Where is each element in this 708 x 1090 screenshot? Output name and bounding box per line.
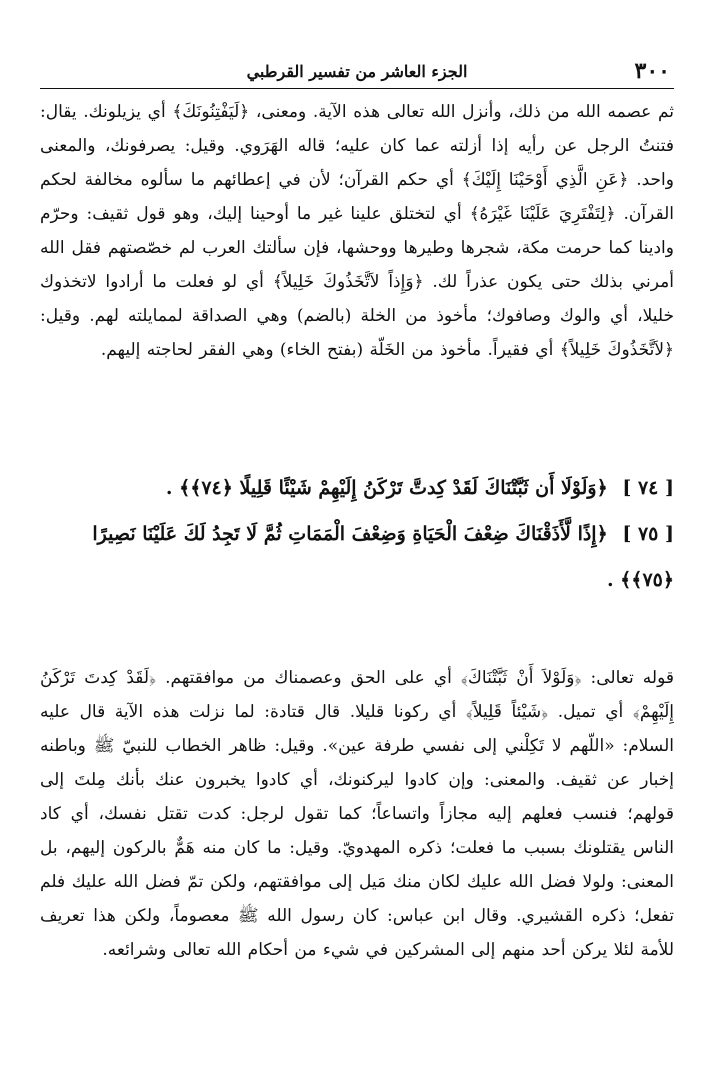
running-header	[40, 48, 674, 89]
verse-number: [ ٧٤ ]	[622, 477, 674, 499]
header-title: الجزء العاشر من تفسير القرطبي	[246, 62, 468, 81]
verse-text: ﴿وَلَوْلَا أَن ثَبَّتْنَاكَ لَقَدْ كِدتَّ تَرْكَنُ إِلَيْهِمْ شَيْئًا قَلِيلًا ﴿٧٤﴾﴾ .	[165, 477, 608, 499]
tafsir-paragraph: ثم عصمه الله من ذلك، وأنزل الله تعالى هذه الآية. ومعنى، ﴿لَيَفْتِنُونَكَ﴾ أي يزيلونك. يقال: فتنتُ الرجل عن رأيه إذا أزلته عما كان عليه؛ قاله الهَرَوي. وقيل: يصرفونك، والمعنى واحد. ﴿عَنِ الَّذِي أَوْحَيْنَا إِلَيْكَ﴾ أي حكم القرآن؛ لأن في إعطائهم ما سألوه مخالفة لحكم القرآن. ﴿لِتَفْتَرِيَ عَلَيْنَا غَيْرَهُ﴾ أي لتختلق علينا غير ما أوحينا إليك، وهو قول ثقيف: وحرّم وادينا كما حرمت مكة، شجرها وطيرها ووحشها، فإن سألتك العرب لم خصّصتهم فقل الله أمرني بذلك حتى يكون عذراً لك. ﴿وَإِذاً لاَتَّخَذُوكَ خَلِيلاً﴾ أي لو فعلت ما أرادوا لاتخذوك خليلا، أي والوك وصافوك؛ مأخوذ من الخلة (بالضم) وهي الصداقة لممايلته لهم. وقيل: ﴿لاَتَّخَذُوكَ خَلِيلاً﴾ أي فقيراً. مأخوذ من الخَلّة (بفتح الخاء) وهي الفقر لحاجته إليهم.	[40, 102, 674, 360]
verse-number: [ ٧٥ ]	[622, 523, 674, 545]
commentary-paragraph: قوله تعالى: ﴿وَلَوْلاَ أَنْ ثَبَّتْنَاكَ﴾ أي على الحق وعصمناك من موافقتهم. ﴿لَقَدْ كِدتَ تَرْكَنُ إِلَيْهِمْ﴾ أي تميل. ﴿شَيْئاً قَلِيلاً﴾ أي ركونا قليلا. قال قتادة: لما نزلت هذه الآية قال عليه السلام: «اللّهم لا تَكِلْني إلى نفسي طرفة عين». وقيل: ظاهر الخطاب للنبيّ ﷺ وباطنه إخبار عن ثقيف. والمعنى: وإن كادوا ليركنونك، أي كادوا يخبرون عنك بأنك مِلتَ إلى قولهم؛ فنسب فعلهم إليه مجازاً واتساعاً؛ كما تقول لرجل: كدت تقتل نفسك، أي كاد الناس يقتلونك بسبب ما فعلت؛ ذكره المهدويّ. وقيل: ما كان منه هَمٌّ بالركون إليهم، بل المعنى: ولولا فضل الله عليك لكان منك مَيل إلى موافقتهم، ولكن تمّ فضل الله عليك فلم تفعل؛ ذكره القشيري. وقال ابن عباس: كان رسول الله ﷺ معصوماً، ولكن هذا تعريف للأمة لئلا يركن أحد منهم إلى المشركين في شيء من أحكام الله تعالى وشرائعه.	[40, 668, 674, 960]
verse-text: ﴿إِذًا لَّأَذَقْنَاكَ ضِعْفَ الْحَيَاةِ وَضِعْفَ الْمَمَاتِ ثُمَّ لَا تَجِدُ لَكَ عَلَيْنَا نَصِيرًا ﴿٧٥﴾﴾ .	[92, 523, 674, 591]
page-number: ٣٠٠	[634, 58, 670, 84]
verse-75	[40, 511, 674, 603]
verse-74	[40, 465, 674, 511]
quran-verses	[40, 465, 674, 603]
book-page	[40, 48, 674, 967]
